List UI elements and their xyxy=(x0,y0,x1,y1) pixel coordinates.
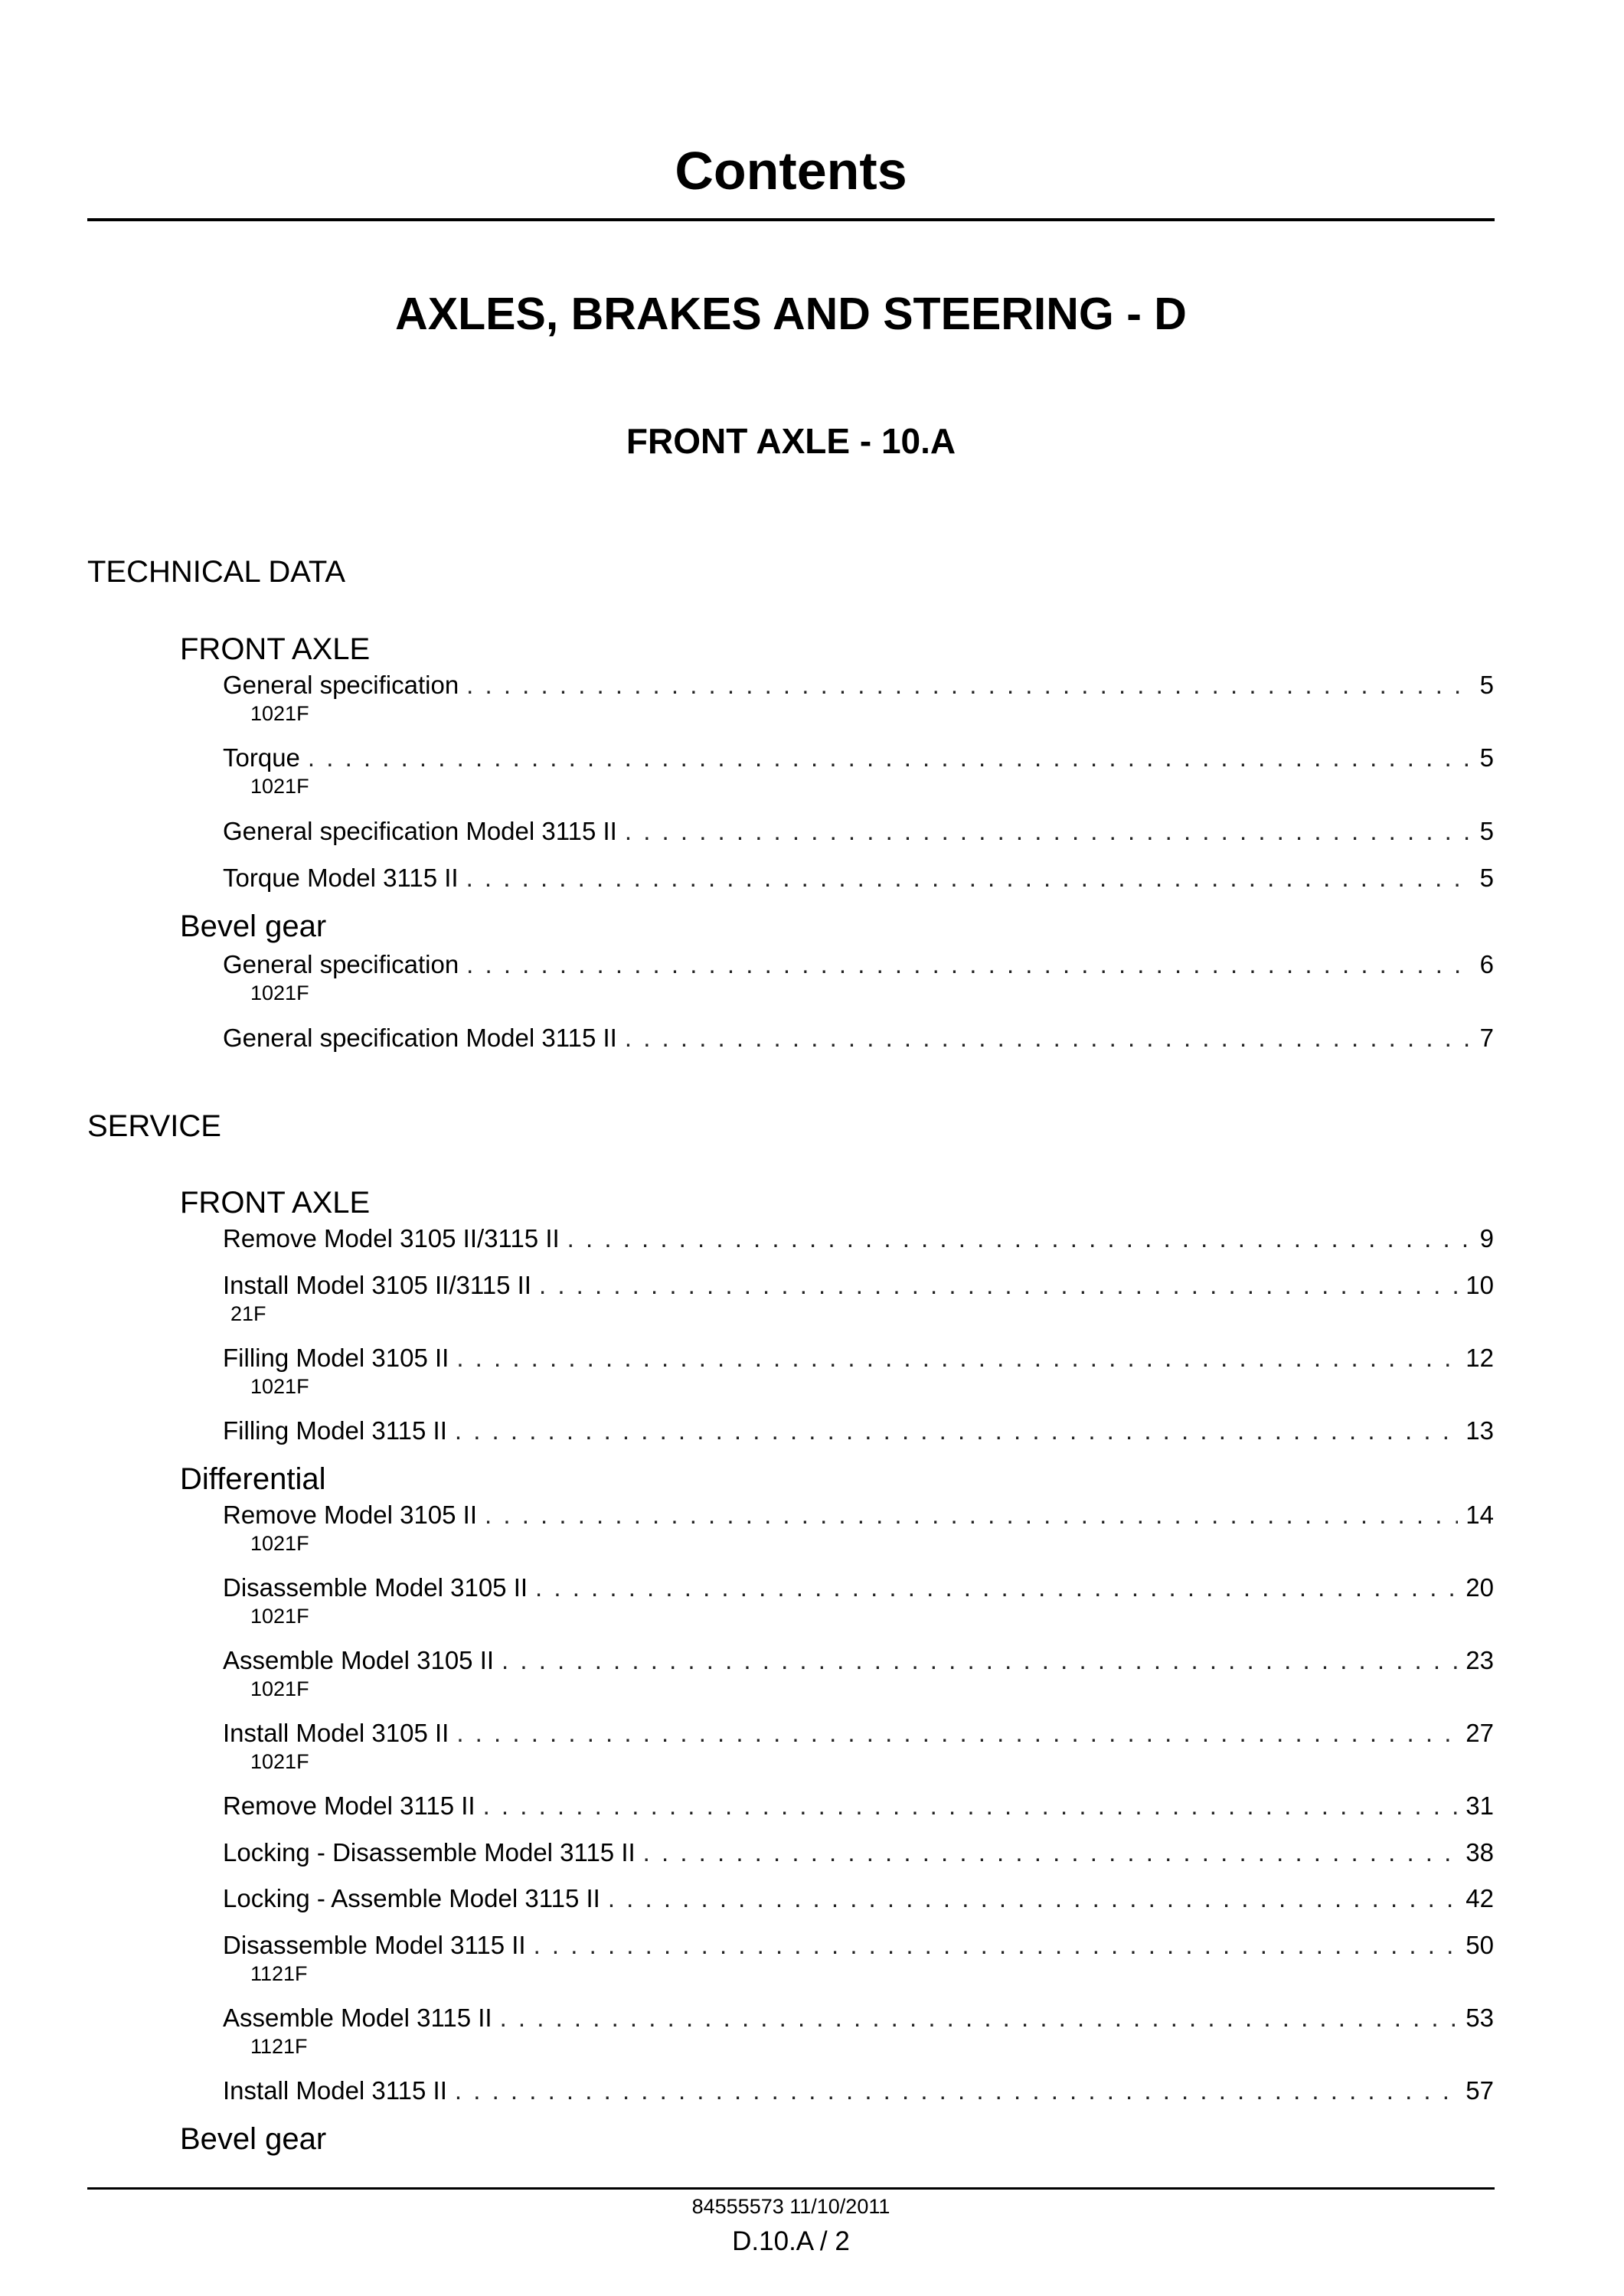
toc-entry[interactable] xyxy=(223,1497,1494,1533)
toc-entry-page: 6 xyxy=(1479,950,1494,978)
toc-entry-title: Filling Model 3105 II xyxy=(223,1344,449,1372)
footer-doc-code: 84555573 11/10/2011 xyxy=(691,2195,890,2218)
toc-entry-title: Disassemble Model 3105 II xyxy=(223,1573,528,1602)
toc-entry-title: Filling Model 3115 II xyxy=(223,1416,447,1445)
toc-entry[interactable] xyxy=(223,740,1494,776)
toc-entry[interactable] xyxy=(223,814,1494,849)
toc-entry-title: Install Model 3115 II xyxy=(223,2076,447,2105)
toc-entry[interactable] xyxy=(223,1788,1494,1824)
toc-entry-page: 5 xyxy=(1479,743,1494,772)
toc-entry[interactable] xyxy=(223,2000,1494,2036)
toc-entry-page: 5 xyxy=(1479,671,1494,699)
group-heading: FRONT AXLE - 10.A xyxy=(626,421,956,461)
toc-entry-title: Disassemble Model 3115 II xyxy=(223,1931,526,1959)
toc-entry-code: 1021F xyxy=(250,1375,309,1398)
dot-leader xyxy=(455,2073,1458,2108)
dot-leader xyxy=(567,1221,1472,1256)
page-title: Contents xyxy=(675,141,907,201)
section-heading-bevel-gear: Bevel gear xyxy=(180,910,327,943)
toc-entry-code: 1121F xyxy=(250,2035,308,2058)
toc-entry-page: 53 xyxy=(1466,2004,1494,2032)
toc-entry-page: 50 xyxy=(1466,1931,1494,1959)
dot-leader xyxy=(456,1341,1458,1376)
section-heading-differential: Differential xyxy=(180,1462,326,1496)
toc-entry[interactable] xyxy=(223,1570,1494,1605)
toc-entry[interactable] xyxy=(223,1881,1494,1916)
toc-entry[interactable] xyxy=(223,1835,1494,1870)
toc-entry-page: 38 xyxy=(1466,1838,1494,1867)
part-heading-technical-data: TECHNICAL DATA xyxy=(87,555,346,589)
toc-entry-page: 12 xyxy=(1466,1344,1494,1372)
dot-leader xyxy=(466,668,1472,703)
toc-entry-title: General specification xyxy=(223,671,459,699)
header-rule xyxy=(87,218,1495,221)
toc-entry-code: 1021F xyxy=(250,702,309,725)
toc-entry[interactable] xyxy=(223,1716,1494,1751)
toc-entry-page: 5 xyxy=(1479,817,1494,845)
toc-entry-title: General specification xyxy=(223,950,459,978)
toc-entry[interactable] xyxy=(223,1413,1494,1448)
toc-entry-code: 1021F xyxy=(250,1605,309,1628)
toc-entry-code: 21F xyxy=(230,1302,266,1325)
dot-leader xyxy=(539,1268,1458,1303)
dot-leader xyxy=(466,947,1472,982)
toc-entry-page: 13 xyxy=(1466,1416,1494,1445)
toc-entry-page: 23 xyxy=(1466,1646,1494,1674)
dot-leader xyxy=(485,1497,1458,1533)
toc-entry-code: 1021F xyxy=(250,1677,309,1700)
toc-entry-code: 1121F xyxy=(250,1962,308,1985)
toc-entry-title: Assemble Model 3115 II xyxy=(223,2004,492,2032)
dot-leader xyxy=(535,1570,1458,1605)
toc-entry-page: 10 xyxy=(1466,1271,1494,1299)
toc-entry-code: 1021F xyxy=(250,1532,309,1555)
footer-page-ref: D.10.A / 2 xyxy=(732,2226,850,2256)
section-heading-front-axle: FRONT AXLE xyxy=(180,632,371,666)
dot-leader xyxy=(625,814,1472,849)
toc-entry-title: Torque xyxy=(223,743,300,772)
toc-entry-page: 14 xyxy=(1466,1501,1494,1529)
toc-entry[interactable] xyxy=(223,1928,1494,1963)
section-heading-bevel-gear: Bevel gear xyxy=(180,2122,327,2156)
chapter-heading: AXLES, BRAKES AND STEERING - D xyxy=(395,289,1187,339)
dot-leader xyxy=(608,1881,1458,1916)
toc-entry-page: 7 xyxy=(1479,1024,1494,1052)
dot-leader xyxy=(455,1413,1458,1448)
toc-entry-page: 27 xyxy=(1466,1719,1494,1747)
toc-entry[interactable] xyxy=(223,2073,1494,2108)
toc-entry-title: Install Model 3105 II/3115 II xyxy=(223,1271,531,1299)
toc-entry-title: Torque Model 3115 II xyxy=(223,864,459,892)
toc-entry-page: 20 xyxy=(1466,1573,1494,1602)
footer-rule xyxy=(87,2187,1495,2190)
section-heading-front-axle: FRONT AXLE xyxy=(180,1186,371,1220)
toc-entry-code: 1021F xyxy=(250,1750,309,1773)
toc-entry[interactable] xyxy=(223,1643,1494,1678)
dot-leader xyxy=(308,740,1472,776)
toc-entry-title: Locking - Disassemble Model 3115 II xyxy=(223,1838,636,1867)
toc-entry-page: 42 xyxy=(1466,1884,1494,1912)
toc-entry-title: General specification Model 3115 II xyxy=(223,1024,617,1052)
dot-leader xyxy=(625,1021,1472,1056)
toc-entry[interactable] xyxy=(223,1341,1494,1376)
toc-entry-page: 5 xyxy=(1479,864,1494,892)
toc-entry-page: 9 xyxy=(1479,1224,1494,1253)
toc-entry[interactable] xyxy=(223,1268,1494,1303)
dot-leader xyxy=(534,1928,1459,1963)
toc-entry[interactable] xyxy=(223,861,1494,896)
toc-entry-title: Install Model 3105 II xyxy=(223,1719,449,1747)
dot-leader xyxy=(456,1716,1458,1751)
toc-entry-page: 31 xyxy=(1466,1791,1494,1820)
dot-leader xyxy=(500,2000,1459,2036)
toc-entry[interactable] xyxy=(223,1021,1494,1056)
toc-entry-title: Remove Model 3115 II xyxy=(223,1791,475,1820)
toc-entry-title: Locking - Assemble Model 3115 II xyxy=(223,1884,600,1912)
toc-entry[interactable] xyxy=(223,668,1494,703)
toc-entry-title: Assemble Model 3105 II xyxy=(223,1646,495,1674)
dot-leader xyxy=(483,1788,1459,1824)
toc-entry-page: 57 xyxy=(1466,2076,1494,2105)
dot-leader xyxy=(466,861,1472,896)
dot-leader xyxy=(502,1643,1458,1678)
toc-entry-code: 1021F xyxy=(250,981,309,1004)
toc-entry-title: Remove Model 3105 II/3115 II xyxy=(223,1224,560,1253)
toc-entry-code: 1021F xyxy=(250,775,309,798)
toc-entry-title: General specification Model 3115 II xyxy=(223,817,617,845)
toc-entry-title: Remove Model 3105 II xyxy=(223,1501,478,1529)
dot-leader xyxy=(643,1835,1459,1870)
part-heading-service: SERVICE xyxy=(87,1109,221,1143)
toc-entry[interactable] xyxy=(223,1221,1494,1256)
toc-entry[interactable] xyxy=(223,947,1494,982)
